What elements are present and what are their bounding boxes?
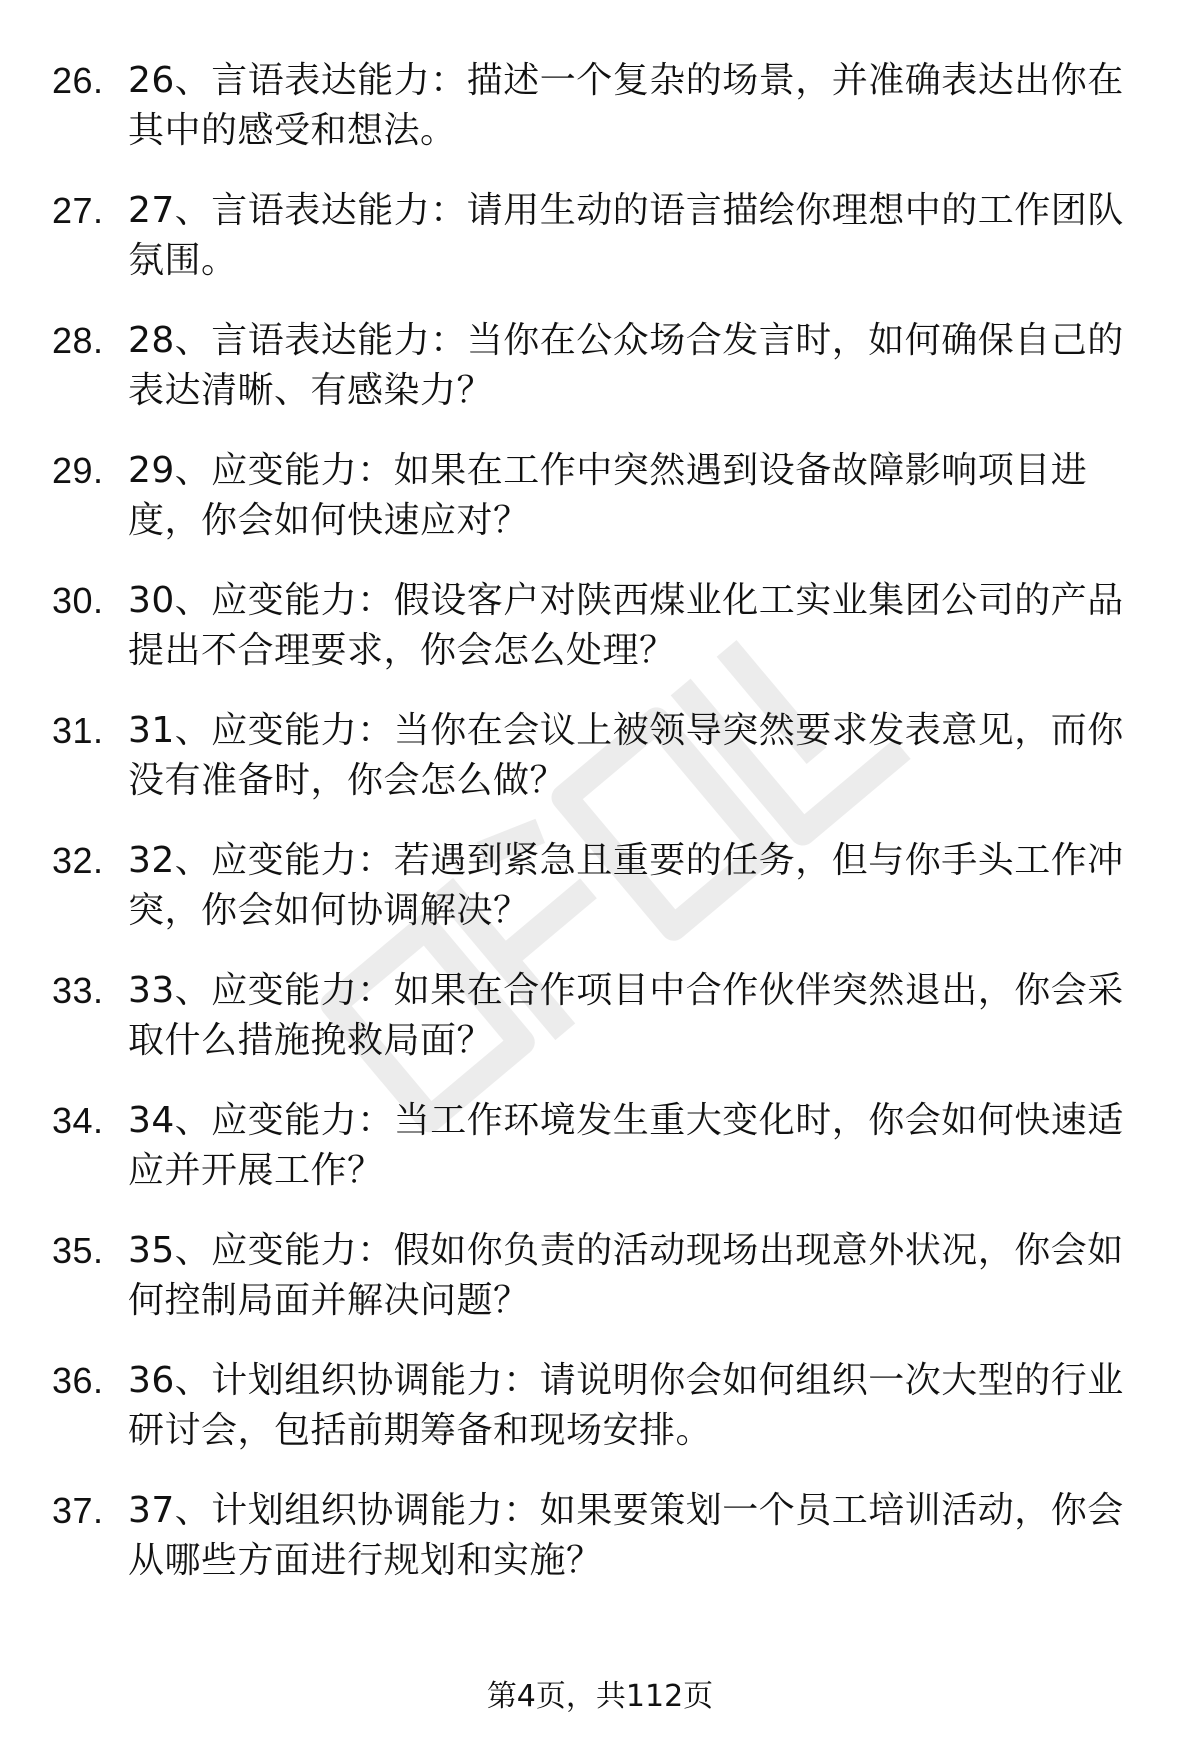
- question-item: [52, 1486, 1142, 1586]
- question-text: 31、应变能力：当你在会议上被领导突然要求发表意见，而你没有准备时，你会怎么做？: [128, 710, 1124, 801]
- question-number: 30.: [52, 580, 104, 621]
- question-text: 34、应变能力：当工作环境发生重大变化时，你会如何快速适应并开展工作？: [128, 1100, 1124, 1191]
- question-item: [52, 706, 1142, 806]
- question-item: [52, 1096, 1142, 1196]
- question-number: 36.: [52, 1360, 104, 1401]
- question-text: 32、应变能力：若遇到紧急且重要的任务，但与你手头工作冲突，你会如何协调解决？: [128, 840, 1124, 931]
- question-item: [52, 1226, 1142, 1326]
- question-number: 27.: [52, 190, 104, 231]
- question-number: 26.: [52, 60, 104, 101]
- question-item: [52, 56, 1142, 156]
- question-item: [52, 966, 1142, 1066]
- question-text: 27、言语表达能力：请用生动的语言描绘你理想中的工作团队氛围。: [128, 190, 1124, 281]
- question-item: [52, 836, 1142, 936]
- question-item: [52, 1356, 1142, 1456]
- question-number: 28.: [52, 320, 104, 361]
- question-text: 33、应变能力：如果在合作项目中合作伙伴突然退出，你会采取什么措施挽救局面？: [128, 970, 1124, 1061]
- question-number: 34.: [52, 1100, 104, 1141]
- page-footer: 第4页，共112页: [486, 1679, 714, 1714]
- question-text: 35、应变能力：假如你负责的活动现场出现意外状况，你会如何控制局面并解决问题？: [128, 1230, 1124, 1321]
- question-item: [52, 316, 1142, 416]
- question-number: 29.: [52, 450, 104, 491]
- question-item: [52, 446, 1142, 546]
- question-item: [52, 186, 1142, 286]
- question-number: 33.: [52, 970, 104, 1011]
- question-number: 32.: [52, 840, 104, 881]
- question-text: 28、言语表达能力：当你在公众场合发言时，如何确保自己的表达清晰、有感染力？: [128, 320, 1124, 411]
- question-list: [52, 56, 1142, 1616]
- question-text: 36、计划组织协调能力：请说明你会如何组织一次大型的行业研讨会，包括前期筹备和现场安排。: [128, 1360, 1124, 1451]
- question-number: 37.: [52, 1490, 104, 1531]
- question-text: 26、言语表达能力：描述一个复杂的场景，并准确表达出你在其中的感受和想法。: [128, 60, 1124, 151]
- question-text: 29、应变能力：如果在工作中突然遇到设备故障影响项目进度，你会如何快速应对？: [128, 450, 1088, 541]
- question-number: 35.: [52, 1230, 104, 1271]
- question-number: 31.: [52, 710, 104, 751]
- question-item: [52, 576, 1142, 676]
- question-text: 30、应变能力：假设客户对陕西煤业化工实业集团公司的产品提出不合理要求，你会怎么处理？: [128, 580, 1124, 671]
- question-text: 37、计划组织协调能力：如果要策划一个员工培训活动，你会从哪些方面进行规划和实施？: [128, 1490, 1124, 1581]
